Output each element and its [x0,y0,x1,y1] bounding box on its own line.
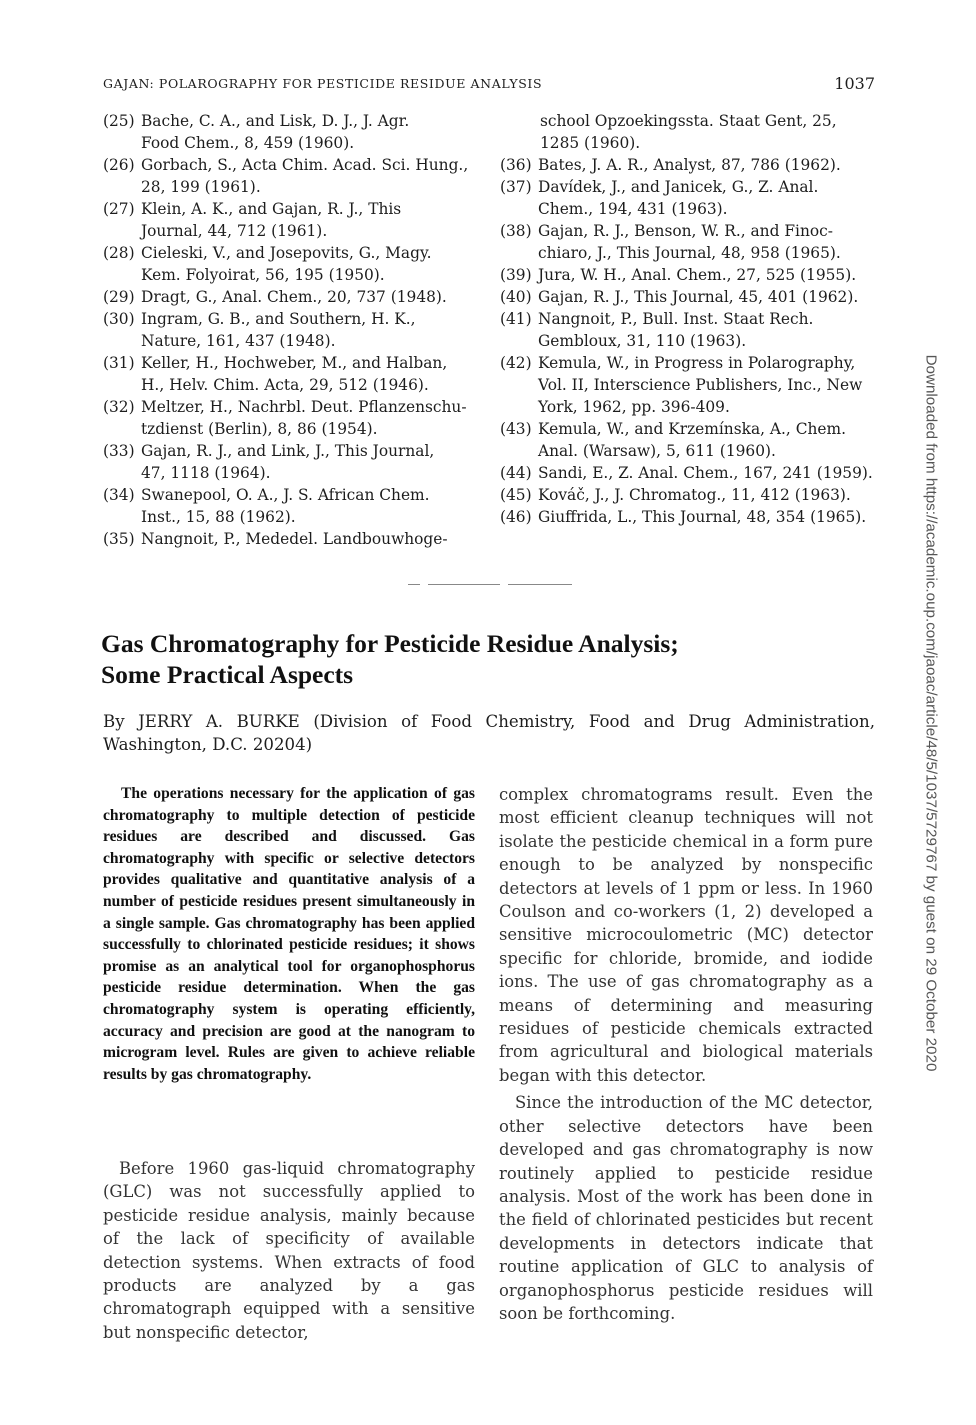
running-head: GAJAN: POLAROGRAPHY FOR PESTICIDE RESIDUE ANALYSIS [103,76,543,91]
reference-number: (39) [500,266,532,284]
page-number: 1037 [834,74,875,93]
reference-number: (26) [103,156,135,174]
reference-number: (37) [500,178,532,196]
reference-number: (33) [103,442,135,460]
reference-number: (42) [500,354,532,372]
reference-number: (29) [103,288,135,306]
reference-item: (43) Kemula, W., and Krzemínska, A., Chem. Anal. (Warsaw), 5, 611 (1960). [500,420,846,460]
reference-item: (37) Davídek, J., and Janicek, G., Z. Anal. Chem., 194, 431 (1963). [500,178,819,218]
reference-item-continued: school Opzoekingssta. Staat Gent, 25, 1285 (1960). [540,112,837,152]
reference-item: (33) Gajan, R. J., and Link, J., This Journal, 47, 1118 (1964). [103,442,435,482]
reference-number: (30) [103,310,135,328]
reference-item: (39) Jura, W. H., Anal. Chem., 27, 525 (1955). [500,266,857,284]
body-paragraph: Since the introduction of the MC detector, other selective detectors have been developed and gas chromatography is now routinely applied to pesticide residue analysis. Most of the work has been done in the field of chlorinated pesticides but recent developments in detectors indicate that routine application of GLC to analysis of organophosphorus pesticide residues will soon be forthcoming. [499,1093,873,1323]
reference-item: (45) Kováč, J., J. Chromatog., 11, 412 (1963). [500,486,851,504]
reference-item: (40) Gajan, R. J., This Journal, 45, 401 (1962). [500,288,859,306]
reference-number: (45) [500,486,532,504]
reference-number: (46) [500,508,532,526]
reference-item: (27) Klein, A. K., and Gajan, R. J., This Journal, 44, 712 (1961). [103,200,402,240]
reference-item: (26) Gorbach, S., Acta Chim. Acad. Sci. Hung., 28, 199 (1961). [103,156,469,196]
reference-number: (31) [103,354,135,372]
reference-number: (32) [103,398,135,416]
reference-item: (25) Bache, C. A., and Lisk, D. J., J. Agr. Food Chem., 8, 459 (1960). [103,112,410,152]
reference-item: (46) Giuffrida, L., This Journal, 48, 354 (1965). [500,508,867,526]
reference-item: (32) Meltzer, H., Nachrbl. Deut. Pflanzenschu- tzdienst (Berlin), 8, 86 (1954). [103,398,467,438]
reference-item: (29) Dragt, G., Anal. Chem., 20, 737 (1948). [103,288,447,306]
reference-item: (30) Ingram, G. B., and Southern, H. K., Nature, 161, 437 (1948). [103,310,416,350]
references-left-column [103,110,475,550]
reference-number: (25) [103,112,135,130]
running-header [103,76,875,96]
reference-item: (42) Kemula, W., in Progress in Polarography, Vol. II, Interscience Publishers, Inc., New York, 1962, pp. 396-409. [500,354,863,416]
reference-item: (38) Gajan, R. J., Benson, W. R., and Finoc- chiaro, J., This Journal, 48, 958 (1965). [500,222,841,262]
reference-number: (34) [103,486,135,504]
download-watermark: Downloaded from https://academic.oup.com/jaoac/article/48/5/1037/5729767 by guest on 29 October 2020 [922,354,940,1072]
reference-item: (35) Nangnoit, P., Mededel. Landbouwhoge- [103,530,448,548]
reference-number: (44) [500,464,532,482]
reference-item: (36) Bates, J. A. R., Analyst, 87, 786 (1962). [500,156,841,174]
reference-number: (38) [500,222,532,240]
body-paragraph: Before 1960 gas-liquid chromatography (GLC) was not successfully applied to pesticide residue analysis, mainly because of the lack of specificity of available detection systems. When extracts of food products are analyzed by a gas chromatograph equipped with a sensitive but nonspecific detector, [103,1159,475,1342]
section-divider [408,584,572,588]
abstract: The operations necessary for the application of gas chromatography to multiple detection of pesticide residues are described and discussed. Gas chromatography with specific or selective detectors provides qualitative and quantitative analysis of a number of pesticide residues present simultaneously in a single sample. Gas chromatography has been applied successfully to chlorinated pesticide residues; it shows promise as an analytical tool for organophosphorus pesticide residue determination. When the gas chromatography system is operating efficiently, accuracy and precision are good at the nanogram to microgram level. Rules are given to achieve reliable results by gas chromatography. [103,785,475,1083]
author-byline: By JERRY A. BURKE (Division of Food Chemistry, Food and Drug Administration, Washington, D.C. 20204) [103,712,875,754]
body-paragraph: complex chromatograms result. Even the most efficient cleanup techniques will not isolate the pesticide chemical in a form pure enough to be analyzed by nonspecific detectors at levels of 1 ppm or less. In 1960 Coulson and co-workers (1, 2) developed a sensitive microcoulometric (MC) detector specific for chloride, bromide, and iodide ions. The use of gas chromatography as a means of determining and measuring residues of pesticide chemicals extracted from agricultural and biological materials began with this detector. [499,785,873,1085]
reference-number: (27) [103,200,135,218]
reference-number: (41) [500,310,532,328]
body-right-column [499,783,873,1325]
reference-item: (34) Swanepool, O. A., J. S. African Chem. Inst., 15, 88 (1962). [103,486,430,526]
reference-number: (43) [500,420,532,438]
reference-number: (28) [103,244,135,262]
reference-number: (35) [103,530,135,548]
article-title: Gas Chromatography for Pesticide Residue Analysis; Some Practical Aspects [101,629,679,689]
reference-number: (36) [500,156,532,174]
references-right-column [500,110,875,528]
reference-item: (41) Nangnoit, P., Bull. Inst. Staat Rech. Gembloux, 31, 110 (1963). [500,310,814,350]
reference-item: (44) Sandi, E., Z. Anal. Chem., 167, 241 (1959). [500,464,873,482]
reference-number: (40) [500,288,532,306]
reference-item: (31) Keller, H., Hochweber, M., and Halban, H., Helv. Chim. Acta, 29, 512 (1946). [103,354,448,394]
reference-item: (28) Cieleski, V., and Josepovits, G., Magy. Kem. Folyoirat, 56, 195 (1950). [103,244,432,284]
